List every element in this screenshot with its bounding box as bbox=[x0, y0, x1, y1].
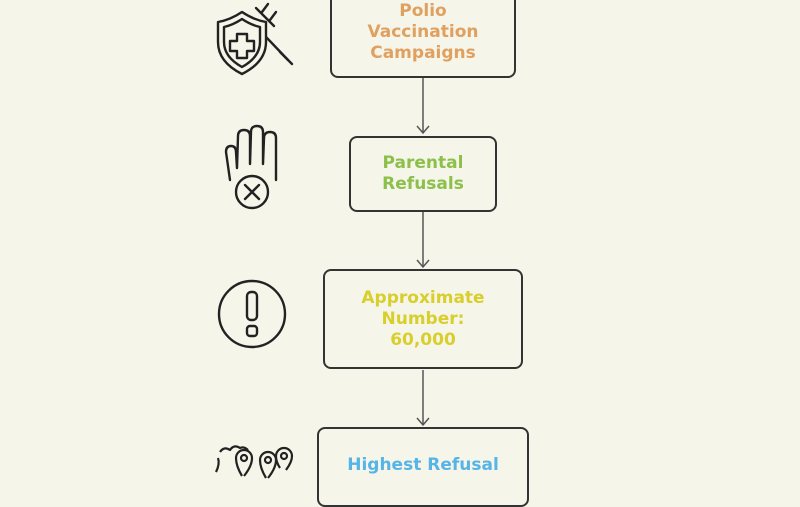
node-3-line-1: Approximate bbox=[361, 287, 485, 308]
node-2-line-1: Parental bbox=[382, 153, 464, 173]
node-highest-refusal bbox=[317, 427, 529, 507]
node-parental-refusals bbox=[349, 136, 497, 212]
vaccine-shield-icon bbox=[212, 0, 294, 80]
node-1-line-1: Polio bbox=[399, 0, 447, 21]
hand-refusal-icon bbox=[218, 124, 284, 214]
map-pins-icon bbox=[214, 442, 294, 480]
node-approximate-number bbox=[323, 269, 523, 369]
exclamation-icon bbox=[216, 278, 288, 350]
node-3-line-3: 60,000 bbox=[390, 329, 456, 350]
node-3-line-2: Number: bbox=[381, 308, 465, 329]
node-4-line-1: Highest Refusal bbox=[347, 455, 499, 475]
node-2-line-2: Refusals bbox=[382, 174, 464, 194]
node-polio-vaccination-campaigns bbox=[330, 0, 516, 78]
node-1-line-2: Vaccination bbox=[367, 21, 479, 42]
node-1-line-3: Campaigns bbox=[370, 42, 476, 63]
